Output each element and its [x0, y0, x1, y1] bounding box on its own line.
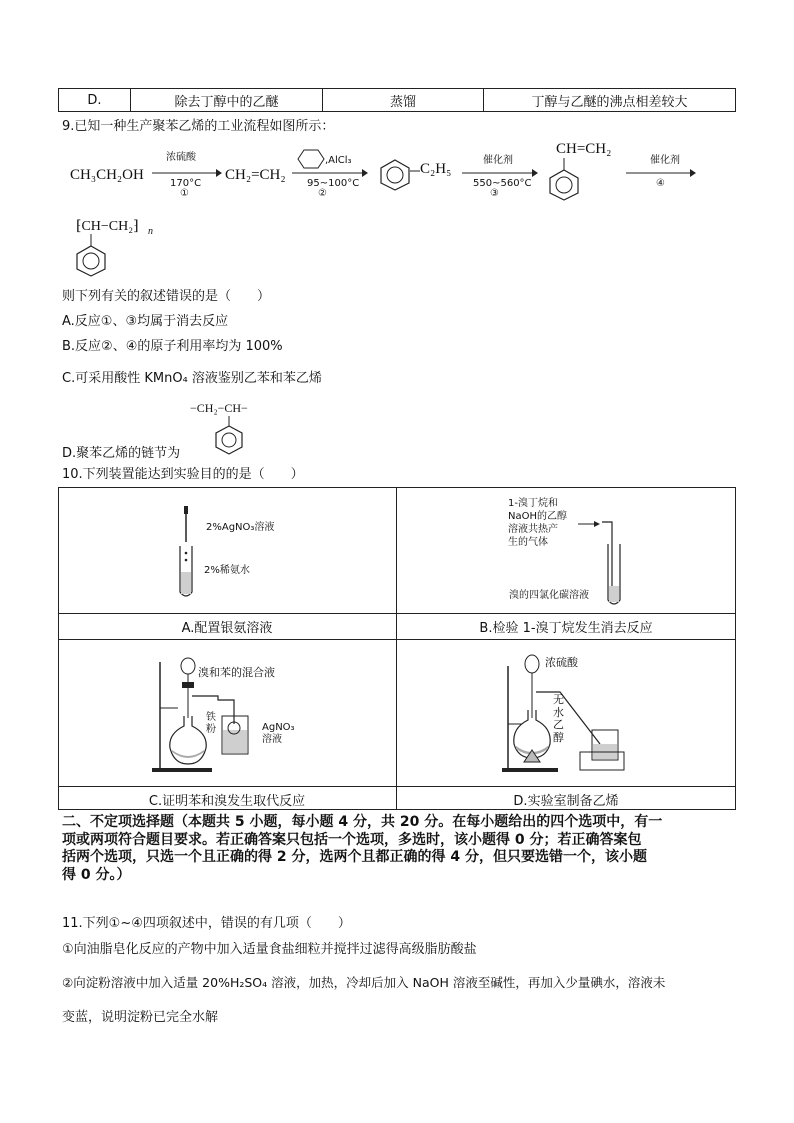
- instruction-line: 二、不定项选择题（本题共 5 小题，每小题 4 分，共 20 分。在每小题给出的四个选项中，有一: [62, 814, 663, 830]
- question-9-prompt: 则下列有关的叙述错误的是（ ）: [62, 289, 271, 304]
- instruction-line: 得 0 分。）: [62, 866, 131, 883]
- caption-a: A.配置银氨溶液: [181, 621, 273, 636]
- table-cell: 丁醇与乙醚的沸点相差较大: [484, 89, 736, 112]
- arrow3-reagent: 催化剂: [483, 155, 513, 166]
- arrow3: [462, 168, 538, 178]
- bond-line: [410, 168, 420, 174]
- arrow2: [292, 168, 368, 178]
- grid-divider: [396, 487, 397, 810]
- polymer-formula: ⁅CH−CH₂⁆: [76, 219, 139, 234]
- caption-d: D.实验室制备乙烯: [513, 794, 619, 809]
- grid-divider: [58, 613, 736, 614]
- question-10-stem: 10.下列装置能达到实验目的的是（ ）: [62, 467, 304, 482]
- arrow1: [152, 168, 222, 178]
- table-cell: 蒸馏: [323, 89, 484, 112]
- benzene-ring-icon: [296, 148, 326, 170]
- benzene-ring-icon: [213, 424, 245, 456]
- gas-source-label: [508, 497, 567, 549]
- benzene-ring-icon: [74, 244, 108, 278]
- benzene-ring-icon: [547, 168, 581, 202]
- instruction-line: 括两个选项，只选一个且正确的得 2 分，选两个且都正确的得 4 分，但只要选错一个，该小题: [62, 849, 647, 865]
- label-line: 醇: [553, 730, 564, 744]
- statement-2-cont: 变蓝，说明淀粉已完全水解: [62, 1010, 219, 1025]
- label-line: NaOH的乙醇: [508, 511, 567, 522]
- instruction-line: 项或两项符合题目要求。若正确答案只包括一个选项，多选时，该小题得 0 分；若正确答案包: [62, 831, 642, 848]
- option-a: A.反应①、③均属于消去反应: [62, 314, 229, 329]
- agno3-solution-label: [262, 722, 295, 746]
- iron-powder-label: [206, 712, 216, 736]
- polymer-degree: n: [148, 226, 153, 237]
- option-c: C.可采用酸性 KMnO₄ 溶液鉴别乙苯和苯乙烯: [62, 371, 322, 386]
- repeat-unit-formula: −CH₂−CH−: [190, 401, 248, 415]
- label-line: 1-溴丁烷和: [508, 498, 558, 509]
- label-line: 溶液共热产: [508, 524, 558, 535]
- ammonia-label: 2%稀氨水: [204, 565, 250, 576]
- label-line: 溶液: [262, 734, 282, 745]
- question-11-stem: 11.下列①~④四项叙述中，错误的有几项（ ）: [62, 916, 351, 931]
- answer-table-row-d: [58, 88, 736, 112]
- arrow2-number: ②: [318, 188, 327, 199]
- grid-divider: [58, 639, 736, 640]
- label-line: 乙: [553, 718, 564, 732]
- arrow4-reagent: 催化剂: [650, 155, 680, 166]
- arrow1-number: ①: [180, 188, 189, 199]
- arrow4: [626, 168, 696, 178]
- question-9-stem: 9.已知一种生产聚苯乙烯的工业流程如图所示：: [62, 119, 335, 134]
- bromine-benzene-label: 溴和苯的混合液: [198, 666, 275, 679]
- arrow4-number: ④: [656, 178, 665, 189]
- label-line: 铁: [206, 712, 216, 723]
- vinyl-group: CH=CH₂: [556, 141, 612, 157]
- arrow1-reagent: 浓硫酸: [166, 152, 196, 163]
- bromine-solution-label: 溴的四氯化碳溶液: [509, 590, 589, 601]
- ethanol-formula: CH₃CH₂OH: [70, 167, 144, 183]
- sulfuric-acid-label: 浓硫酸: [545, 656, 578, 669]
- caption-c: C.证明苯和溴发生取代反应: [148, 794, 306, 809]
- arrow3-condition: 550~560°C: [473, 178, 532, 189]
- benzene-ring-icon: [378, 158, 412, 192]
- option-b: B.反应②、④的原子利用率均为 100%: [62, 339, 283, 354]
- statement-2: ②向淀粉溶液中加入适量 20%H₂SO₄ 溶液，加热，冷却后加入 NaOH 溶液至碱性，再加入少量碘水，溶液未: [62, 975, 666, 990]
- caption-b: B.检验 1-溴丁烷发生消去反应: [479, 621, 653, 636]
- table-cell: D.: [59, 89, 131, 112]
- test-tube-dropper-icon: [176, 506, 206, 602]
- grid-divider: [58, 786, 736, 787]
- section-2-instructions: [62, 814, 742, 884]
- arrow2-condition: 95~100°C: [307, 178, 360, 189]
- anhydrous-ethanol-label: [553, 694, 564, 745]
- table-cell: 除去丁醇中的乙醚: [131, 89, 323, 112]
- label-line: 无: [553, 693, 564, 706]
- statement-1: ①向油脂皂化反应的产物中加入适量食盐细粒并搅拌过滤得高级脂肪酸盐: [62, 942, 477, 957]
- ethylene-formula: CH₂=CH₂: [225, 167, 286, 183]
- option-d: D.聚苯乙烯的链节为: [62, 446, 181, 461]
- ethyl-group: C₂H₅: [420, 161, 452, 177]
- label-line: 水: [553, 705, 564, 719]
- label-line: 生的气体: [508, 537, 548, 548]
- label-line: AgNO₃: [262, 722, 295, 733]
- arrow2-reagent: ,AlCl₃: [325, 155, 352, 166]
- arrow3-number: ③: [490, 188, 499, 199]
- agno3-label: 2%AgNO₃溶液: [206, 522, 275, 533]
- label-line: 粉: [206, 724, 216, 735]
- arrow1-condition: 170°C: [170, 178, 202, 189]
